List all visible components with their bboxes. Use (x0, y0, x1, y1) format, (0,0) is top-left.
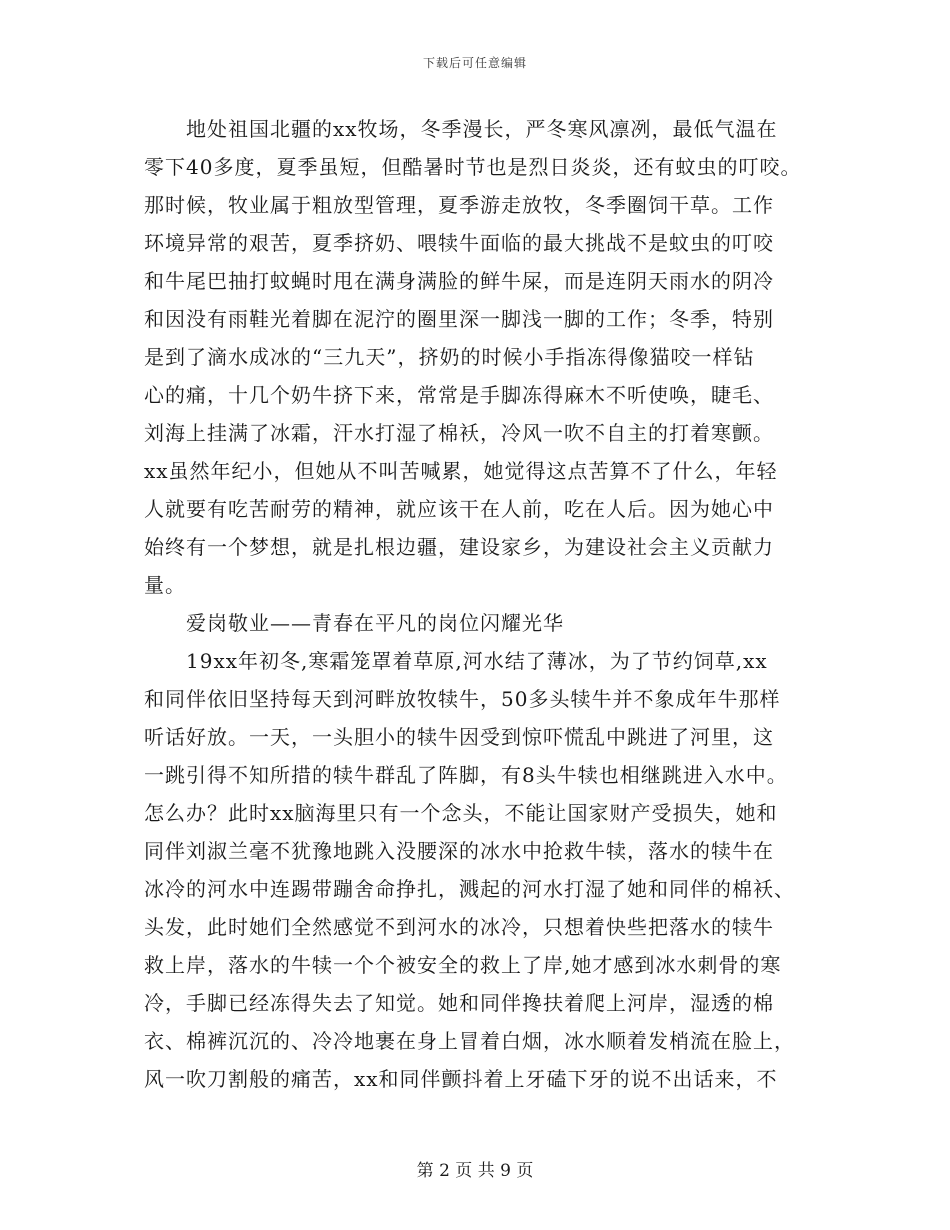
text-line: 听话好放。一天，一头胆小的犊牛因受到惊吓慌乱中跳进了河里，这 (144, 725, 774, 749)
text-line: 救上岸，落水的牛犊一个个被安全的救上了岸,她才感到冰水刺骨的寒 (144, 953, 782, 977)
text-line: 刘海上挂满了冰霜，汗水打湿了棉袄，冷风一吹不自主的打着寒颤。 (144, 421, 774, 445)
section-heading: 爱岗敬业——青春在平凡的岗位闪耀光华 (144, 611, 564, 635)
text-line: 心的痛，十几个奶牛挤下来，常常是手脚冻得麻木不听使唤，睫毛、 (144, 383, 774, 407)
text-line: 量。 (144, 573, 186, 597)
text-line: 和因没有雨鞋光着脚在泥泞的圈里深一脚浅一脚的工作；冬季，特别 (144, 307, 774, 331)
text-line: 那时候，牧业属于粗放型管理，夏季游走放牧，冬季圈饲干草。工作 (144, 193, 774, 217)
text-line: 一跳引得不知所措的犊牛群乱了阵脚，有8头牛犊也相继跳进入水中。 (144, 763, 788, 787)
text-line: 环境异常的艰苦，夏季挤奶、喂犊牛面临的最大挑战不是蚊虫的叮咬 (144, 231, 774, 255)
text-line: 衣、棉裤沉沉的、冷冷地裹在身上冒着白烟，冰水顺着发梢流在脸上， (144, 1029, 795, 1053)
text-line: 地处祖国北疆的xx牧场，冬季漫长，严冬寒风凛冽，最低气温在 (144, 117, 778, 141)
page-header: 下载后可任意编辑 (422, 56, 527, 70)
text-line: 和牛尾巴抽打蚊蝇时甩在满身满脸的鲜牛屎，而是连阴天雨水的阴冷 (144, 269, 774, 293)
text-line: 和同伴依旧坚持每天到河畔放牧犊牛，50多头犊牛并不象成年牛那样 (144, 687, 781, 711)
text-line: 冷，手脚已经冻得失去了知觉。她和同伴搀扶着爬上河岸，湿透的棉 (144, 991, 774, 1015)
text-line: 零下40多度，夏季虽短，但酷暑时节也是烈日炎炎，还有蚊虫的叮咬。 (144, 155, 802, 179)
text-line: 始终有一个梦想，就是扎根边疆，建设家乡，为建设社会主义贡献力 (144, 535, 774, 559)
text-line: xx虽然年纪小，但她从不叫苦喊累，她觉得这点苦算不了什么，年轻 (144, 459, 778, 483)
text-line: 头发，此时她们全然感觉不到河水的冰冷，只想着快些把落水的犊牛 (144, 915, 774, 939)
text-line: 是到了滴水成冰的“三九天”，挤奶的时候小手指冻得像猫咬一样钻 (144, 345, 755, 369)
text-line: 怎么办？此时xx脑海里只有一个念头，不能让国家财产受损失，她和 (144, 801, 778, 825)
text-line: 人就要有吃苦耐劳的精神，就应该干在人前，吃在人后。因为她心中 (144, 497, 774, 521)
text-line: 冰冷的河水中连踢带蹦舍命挣扎，溅起的河水打湿了她和同伴的棉袄、 (144, 877, 795, 901)
text-line: 同伴刘淑兰毫不犹豫地跳入没腰深的冰水中抢救牛犊，落水的犊牛在 (144, 839, 774, 863)
text-line: 19xx年初冬,寒霜笼罩着草原,河水结了薄冰，为了节约饲草,xx (144, 649, 768, 673)
document-body (144, 110, 824, 1098)
text-line: 风一吹刀割般的痛苦，xx和同伴颤抖着上牙磕下牙的说不出话来，不 (144, 1067, 778, 1091)
page-number: 第 2 页 共 9 页 (416, 1161, 534, 1181)
